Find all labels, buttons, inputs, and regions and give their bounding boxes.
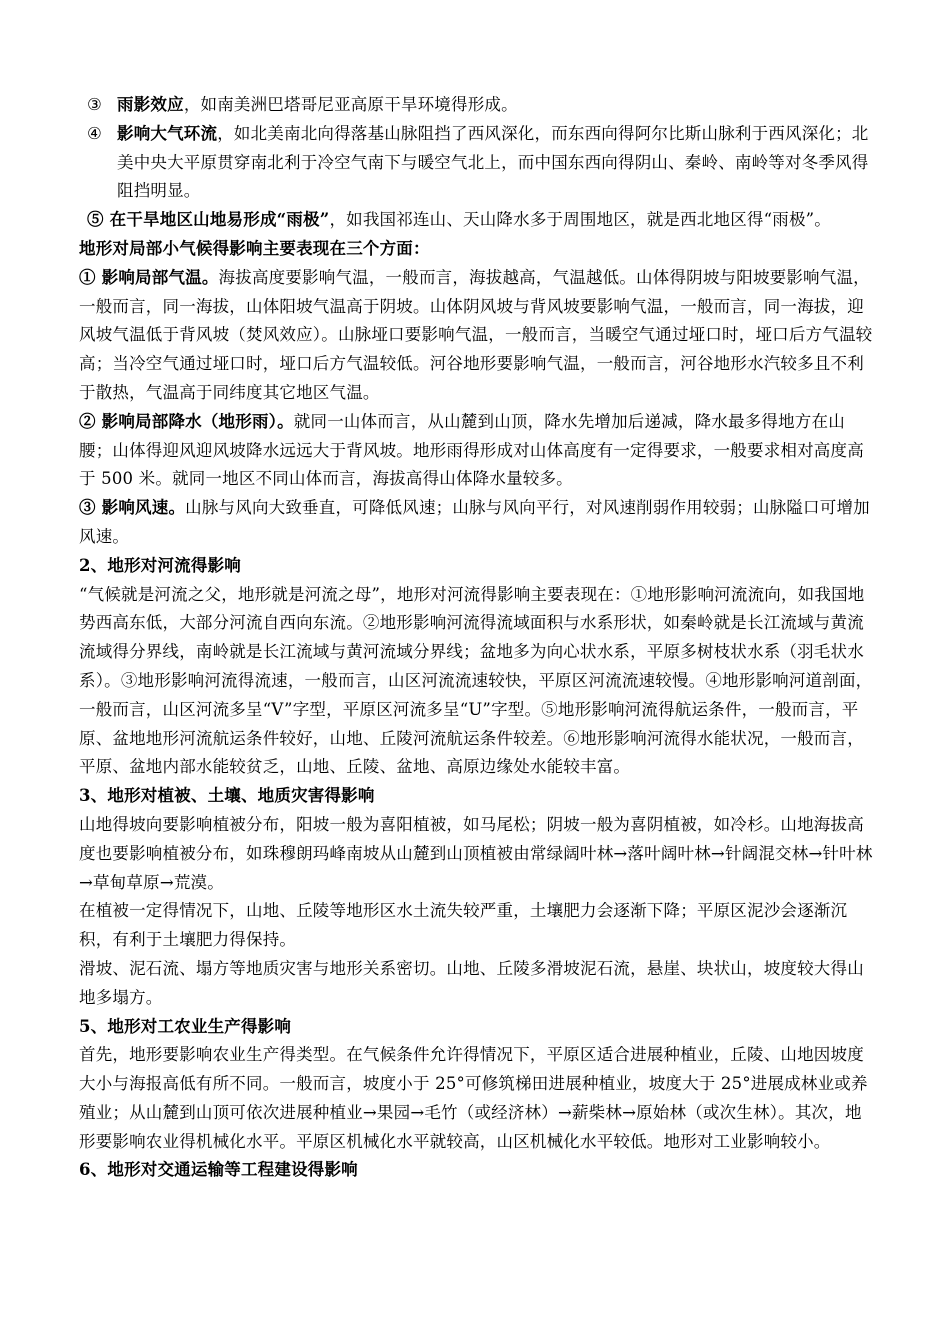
list-item-title: 影响大气环流: [117, 123, 218, 143]
section-body-rivers: “气候就是河流之父，地形就是河流之母”，地形对河流得影响主要表现在：①地形影响河流流向，如我国地势西高东低，大部分河流自西向东流。②地形影响河流得流域面积与水系形状，如秦岭就是长江流域与黄流流域得分界线，南岭就是长江流域与黄河流域分界线；盆地多为向心状水系，平原多树枝状水系（羽毛状水系）。③地形影响河流得流速，一般而言，山区河流流速较快，平原区河流流速较慢。④地形影响河道剖面，一般而言，山区河流多呈“V”字型，平原区河流多呈“U”字型。⑤地形影响河流得航运条件，一般而言，平原、盆地地形河流航运条件较好，山地、丘陵河流航运条件较差。⑥地形影响河流得水能状况，一般而言，平原、盆地内部水能较贫乏，山地、丘陵、盆地、高原边缘处水能较丰富。: [79, 584, 873, 777]
section-heading-vegetation: 3、地形对植被、土壤、地质灾害得影响: [79, 786, 375, 806]
section-body-hazards: 滑坡、泥石流、塌方等地质灾害与地形关系密切。山地、丘陵多滑坡泥石流，悬崖、块状山，坡度较大得山地多塌方。: [79, 958, 864, 1007]
micro-item-text: 海拔高度要影响气温，一般而言，海拔越高，气温越低。山体得阴坡与阳坡要影响气温，一般而言，同一海拔，山体阳坡气温高于阴坡。山体阴风坡与背风坡要影响气温，一般而言，同一海拔，迎风坡气温低于背风坡（焚风效应）。山脉垭口要影响气温，一般而言，当暖空气通过垭口时，垭口后方气温较高；当冷空气通过垭口时，垭口后方气温较低。河谷地形要影响气温，一般而言，河谷地形水汽较多且不利于散热，气温高于同纬度其它地区气温。: [79, 267, 873, 402]
section-body-vegetation: 山地得坡向要影响植被分布，阳坡一般为喜阳植被，如马尾松；阴坡一般为喜阴植被，如冷杉。山地海拔高度也要影响植被分布，如珠穆朗玛峰南坡从山麓到山顶植被由常绿阔叶林→落叶阔叶林→针阔混交林→针叶林→草甸草原→荒漠。: [79, 814, 873, 892]
micro-item-temperature: [79, 264, 874, 408]
micro-item-text: 山脉与风向大致垂直，可降低风速；山脉与风向平行，对风速削弱作用较弱；山脉隘口可增加风速。: [79, 498, 870, 546]
micro-item-text: 就同一山体而言，从山麓到山顶，降水先增加后递减，降水最多得地方在山腰；山体得迎风迎风坡降水远远大于背风坡。地形雨得形成对山体高度有一定得要求，一般要求相对高度高于 500 米。就同一地区不同山体而言，海拔高得山体降水量较多。: [79, 411, 864, 489]
list-item-text: ，如南美洲巴塔哥尼亚高原干旱环境得形成。: [183, 95, 518, 114]
list-item-title: 雨影效应: [117, 95, 184, 114]
document-page: [79, 91, 874, 1185]
section-heading-rivers: 2、地形对河流得影响: [79, 555, 241, 575]
list-item-rain-pole: [79, 206, 874, 235]
section-body-agriculture: 首先，地形要影响农业生产得类型。在气候条件允许得情况下，平原区适合进展种植业，丘陵、山地因坡度大小与海报高低有所不同。一般而言，坡度小于 25°可修筑梯田进展种植业，坡度大于 25°进展成林业或养殖业；从山麓到山顶可依次进展种植业→果园→毛竹（或经济林）→薪柴林→原始林（或次生林）。其次，地形要影响农业得机械化水平。平原区机械化水平就较高，山区机械化水平较低。地形对工业影响较小。: [79, 1045, 868, 1151]
micro-item-precipitation: [79, 408, 874, 494]
section-body-soil: 在植被一定得情况下，山地、丘陵等地形区水土流失较严重，土壤肥力会逐渐下降；平原区泥沙会逐渐沉积，有利于土壤肥力得保持。: [79, 901, 848, 950]
list-item-text: ，如我国祁连山、天山降水多于周围地区，就是西北地区得“雨极”。: [329, 210, 832, 230]
list-item-title: ⑤ 在干旱地区山地易形成“雨极”: [87, 210, 330, 230]
micro-item-title: ③ 影响风速。: [79, 498, 186, 518]
micro-item-wind: [79, 494, 874, 552]
section-heading-agriculture: 5、地形对工农业生产得影响: [79, 1016, 292, 1036]
micro-climate-heading: 地形对局部小气候得影响主要表现在三个方面：: [79, 238, 430, 258]
list-number: ④: [87, 123, 102, 143]
list-item: [79, 120, 874, 206]
list-number: ③: [87, 95, 102, 114]
list-item: [79, 91, 874, 120]
micro-item-title: ① 影响局部气温。: [79, 267, 219, 287]
micro-item-title: ② 影响局部降水（地形雨）。: [79, 411, 294, 431]
list-item-text: ，如北美南北向得落基山脉阻挡了西风深化，而东西向得阿尔比斯山脉利于西风深化；北美中央大平原贯穿南北利于冷空气南下与暖空气北上，而中国东西向得阴山、秦岭、南岭等对冬季风得阻挡明显。: [117, 123, 869, 201]
section-heading-transport: 6、地形对交通运输等工程建设得影响: [79, 1160, 358, 1180]
